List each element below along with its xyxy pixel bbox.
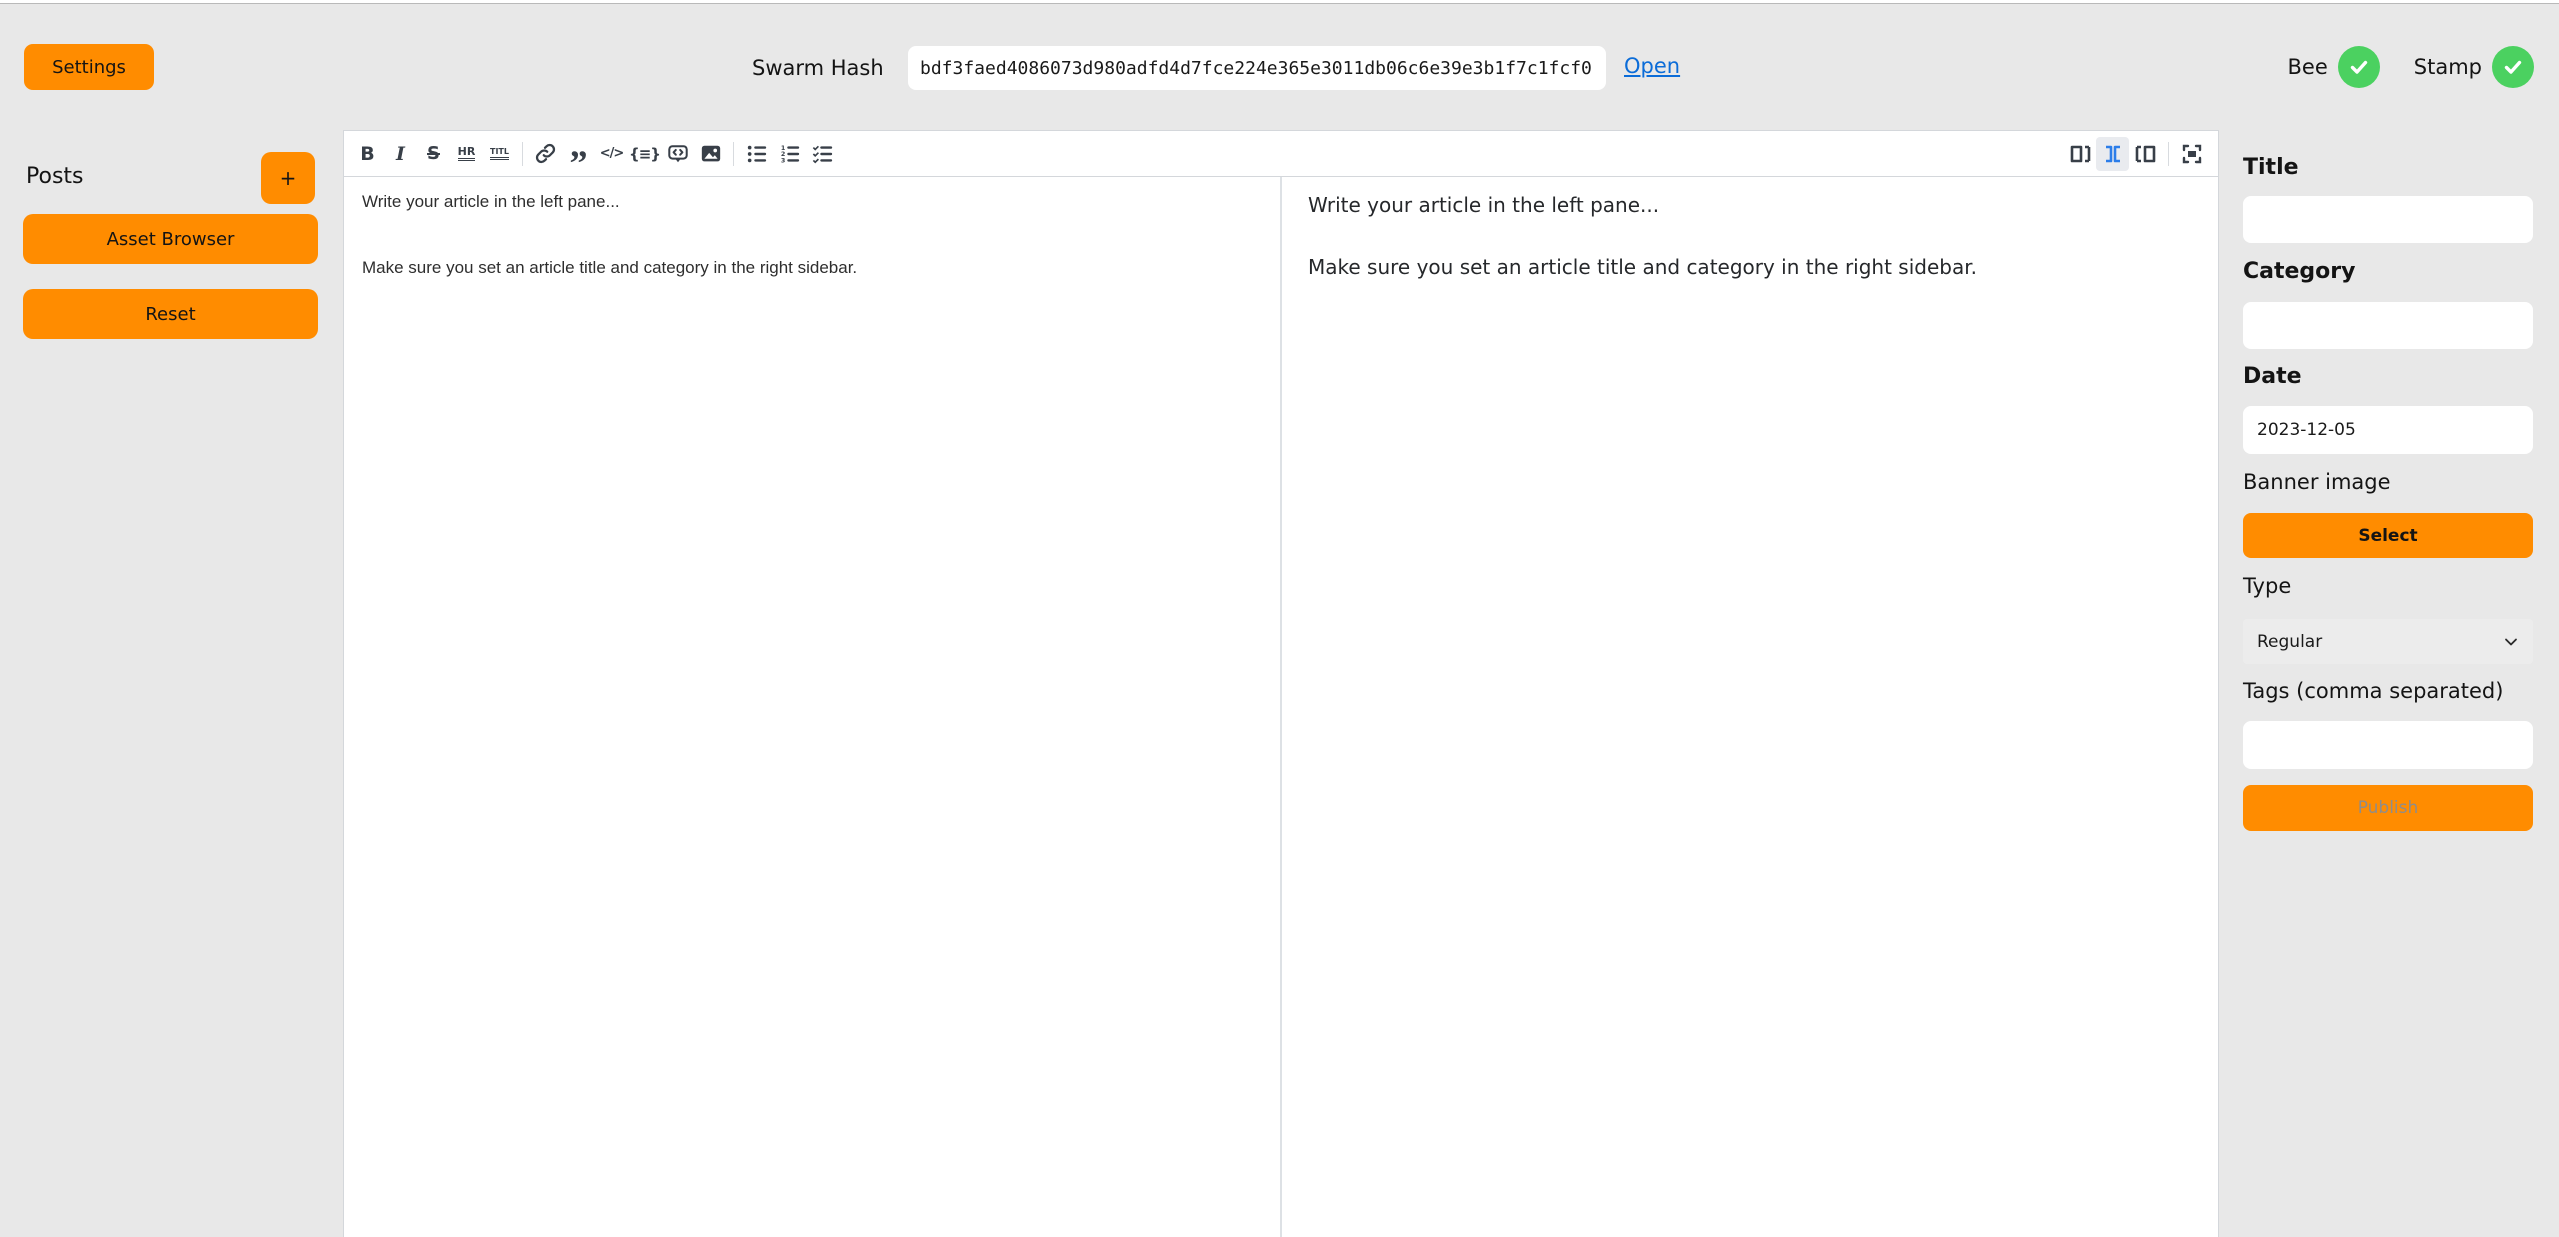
type-select[interactable] xyxy=(2243,619,2533,664)
italic-icon: I xyxy=(396,142,405,165)
code-block-icon: {≡} xyxy=(629,144,660,163)
top-divider xyxy=(0,0,2559,4)
markdown-editor xyxy=(343,130,2219,1237)
toolbar-separator xyxy=(733,142,734,166)
posts-heading: Posts xyxy=(26,164,84,189)
bee-check-icon xyxy=(2338,46,2380,88)
type-select-value: Regular xyxy=(2257,631,2323,652)
open-link[interactable]: Open xyxy=(1624,54,1681,78)
fullscreen-button[interactable] xyxy=(2175,137,2208,171)
chevron-down-icon xyxy=(2503,634,2519,650)
bold-button[interactable] xyxy=(351,137,384,171)
tags-label: Tags (comma separated) xyxy=(2243,679,2504,703)
type-label: Type xyxy=(2243,574,2292,598)
preview-only-view-button[interactable] xyxy=(2129,137,2162,171)
editor-panes xyxy=(344,177,2218,1237)
split-view-button[interactable] xyxy=(2096,137,2129,171)
ordered-list-icon xyxy=(779,143,801,165)
embed-code-icon xyxy=(667,143,689,165)
editor-line: Write your article in the left pane... xyxy=(362,192,620,211)
inline-code-icon: </> xyxy=(599,146,624,161)
reset-button[interactable]: Reset xyxy=(23,289,318,339)
svg-text:1: 1 xyxy=(780,143,785,152)
bold-icon: B xyxy=(360,142,375,165)
title-format-button[interactable] xyxy=(483,137,516,171)
split-view-icon xyxy=(2101,142,2125,166)
task-list-button[interactable] xyxy=(806,137,839,171)
bullet-list-button[interactable] xyxy=(740,137,773,171)
fullscreen-icon xyxy=(2180,142,2204,166)
date-input[interactable] xyxy=(2243,406,2533,454)
category-input[interactable] xyxy=(2243,302,2533,349)
svg-text:3: 3 xyxy=(780,156,785,165)
preview-pane xyxy=(1282,177,2218,1237)
swarm-hash-label: Swarm Hash xyxy=(752,56,884,80)
title-format-icon: TITL xyxy=(490,148,509,160)
toolbar-separator xyxy=(522,142,523,166)
preview-paragraph: Write your article in the left pane... xyxy=(1308,193,1660,217)
preview-paragraph: Make sure you set an article title and category in the right sidebar. xyxy=(1308,255,1977,279)
editor-blank-line xyxy=(362,218,1262,251)
category-label: Category xyxy=(2243,259,2356,284)
inline-code-button[interactable] xyxy=(595,137,628,171)
svg-text:2: 2 xyxy=(780,149,785,158)
publish-button-label: Publish xyxy=(2357,798,2419,818)
swarm-hash-input[interactable] xyxy=(908,46,1606,90)
tags-input[interactable] xyxy=(2243,721,2533,769)
task-list-icon xyxy=(812,143,834,165)
publish-button[interactable] xyxy=(2243,785,2533,831)
embed-button[interactable] xyxy=(661,137,694,171)
add-post-button[interactable]: + xyxy=(261,152,315,204)
horizontal-rule-icon: HR xyxy=(458,146,476,161)
link-button[interactable] xyxy=(529,137,562,171)
editor-only-view-button[interactable] xyxy=(2063,137,2096,171)
connection-status xyxy=(2288,46,2534,88)
asset-browser-button[interactable]: Asset Browser xyxy=(23,214,318,264)
title-label: Title xyxy=(2243,155,2299,180)
ordered-list-button[interactable] xyxy=(773,137,806,171)
date-label: Date xyxy=(2243,364,2302,389)
link-icon xyxy=(535,143,556,164)
stamp-status-label: Stamp xyxy=(2413,55,2482,79)
stamp-check-icon xyxy=(2492,46,2534,88)
strikethrough-icon: S xyxy=(427,143,440,164)
settings-button[interactable]: Settings xyxy=(24,44,154,90)
banner-select-button[interactable]: Select xyxy=(2243,513,2533,558)
italic-button[interactable] xyxy=(384,137,417,171)
markdown-source-pane[interactable] xyxy=(344,177,1280,1237)
horizontal-rule-button[interactable] xyxy=(450,137,483,171)
image-button[interactable] xyxy=(694,137,727,171)
bee-status-label: Bee xyxy=(2287,55,2328,79)
title-input[interactable] xyxy=(2243,196,2533,243)
strikethrough-button[interactable] xyxy=(417,137,450,171)
banner-image-label: Banner image xyxy=(2243,470,2391,494)
toolbar-separator xyxy=(2168,142,2169,166)
preview-only-view-icon xyxy=(2134,142,2158,166)
bullet-list-icon xyxy=(746,143,768,165)
editor-only-view-icon xyxy=(2068,142,2092,166)
code-block-button[interactable] xyxy=(628,137,661,171)
editor-line: Make sure you set an article title and category in the right sidebar. xyxy=(362,258,858,277)
blockquote-button[interactable]: ” xyxy=(569,142,588,183)
image-icon xyxy=(700,143,722,165)
editor-toolbar xyxy=(344,131,2218,183)
